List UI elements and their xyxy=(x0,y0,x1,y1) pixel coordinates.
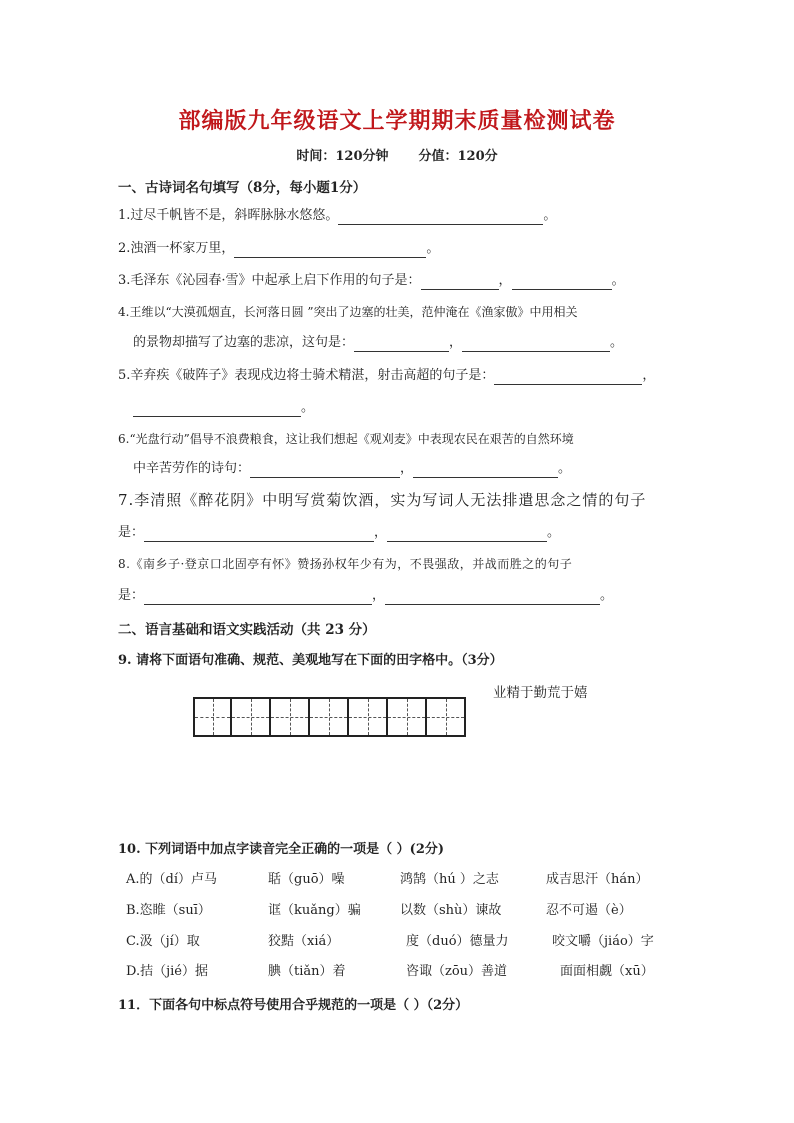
question-6-line-1: 6.“光盘行动”倡导不浪费粮食，这让我们想起《观刈麦》中表现农民在艰苦的自然环境 xyxy=(118,432,574,446)
option-a-2: 聒（guō）噪 xyxy=(268,872,345,887)
question-9-phrase: 业精于勤荒于嬉 xyxy=(493,685,588,701)
exam-meta xyxy=(0,145,794,164)
grid-cell[interactable] xyxy=(193,697,232,737)
grid-cell[interactable] xyxy=(349,697,388,737)
question-8-line-2: 是： ， 。 xyxy=(118,588,614,603)
question-5-line-1: 5.辛弃疾《破阵子》表现戍边将士骑术精湛，射击高超的句子是： ， xyxy=(118,368,656,383)
option-a-1: A.的（dí）卢马 xyxy=(126,872,218,887)
answer-blank[interactable] xyxy=(234,243,426,258)
option-d-3: 咨诹（zōu）善道 xyxy=(406,964,508,979)
option-a-4: 成吉思汗（hán） xyxy=(546,872,649,887)
option-d-2: 腆（tiǎn）着 xyxy=(268,964,346,979)
answer-blank[interactable] xyxy=(385,590,600,605)
grid-cell[interactable] xyxy=(427,697,466,737)
question-10: 10. 下列词语中加点字读音完全正确的一项是（ ）(2分) xyxy=(118,842,445,857)
option-c-4: 咬文嚼（jiáo）字 xyxy=(552,934,654,949)
question-5-line-2: 。 xyxy=(133,399,314,417)
tianzige-grid[interactable] xyxy=(193,697,466,737)
option-c-2: 狡黠（xiá） xyxy=(268,934,340,949)
grid-cell[interactable] xyxy=(388,697,427,737)
question-6-line-2: 中辛苦劳作的诗句： ， 。 xyxy=(133,461,572,476)
option-a-3: 鸿鹄（hú ）之志 xyxy=(400,872,499,887)
answer-blank[interactable] xyxy=(133,402,301,417)
option-b-1: B.恣睢（suī） xyxy=(126,903,211,918)
section-2-heading: 二、语言基础和语文实践活动（共 23 分） xyxy=(118,622,376,638)
question-3: 3.毛泽东《沁园春·雪》中起承上启下作用的句子是： ， 。 xyxy=(118,273,625,288)
question-2: 2.浊酒一杯家万里， 。 xyxy=(118,241,440,256)
answer-blank[interactable] xyxy=(462,337,610,352)
option-d-1: D.拮（jié）据 xyxy=(126,964,208,979)
question-4-line-1: 4.王维以“大漠孤烟直，长河落日圆 ”突出了边塞的壮美，范仲淹在《渔家傲》中用相关 xyxy=(118,305,578,319)
answer-blank[interactable] xyxy=(387,527,547,542)
option-c-1: C.汲（jí）取 xyxy=(126,934,200,949)
question-1: 1.过尽千帆皆不是，斜晖脉脉水悠悠。 。 xyxy=(118,208,557,223)
answer-blank[interactable] xyxy=(494,370,642,385)
question-4-line-2: 的景物却描写了边塞的悲凉，这句是： ， 。 xyxy=(133,335,624,350)
exam-title: 部编版九年级语文上学期期末质量检测试卷 xyxy=(178,108,616,134)
grid-cell[interactable] xyxy=(310,697,349,737)
answer-blank[interactable] xyxy=(512,275,612,290)
exam-score: 分值：120分 xyxy=(418,149,498,164)
option-b-2: 诓（kuǎng）骗 xyxy=(268,903,361,918)
answer-blank[interactable] xyxy=(421,275,499,290)
option-b-3: 以数（shù）谏故 xyxy=(400,903,502,918)
option-d-4: 面面相觑（xū） xyxy=(560,964,654,979)
answer-blank[interactable] xyxy=(250,463,400,478)
answer-blank[interactable] xyxy=(144,527,374,542)
grid-cell[interactable] xyxy=(271,697,310,737)
question-11: 11．下面各句中标点符号使用合乎规范的一项是（ ）（2分） xyxy=(118,998,469,1013)
answer-blank[interactable] xyxy=(413,463,558,478)
section-1-heading: 一、古诗词名句填写（8分，每小题1分） xyxy=(118,180,367,196)
question-7-line-2: 是： ， 。 xyxy=(118,525,561,540)
question-7-line-1: 7.李清照《醉花阴》中明写赏菊饮酒，实为写词人无法排遣思念之情的句子 xyxy=(118,491,647,509)
question-8-line-1: 8.《南乡子·登京口北固亭有怀》赞扬孙权年少有为，不畏强敌，并战而胜之的句子 xyxy=(118,557,573,571)
answer-blank[interactable] xyxy=(354,337,449,352)
option-c-3: 度（duó）德量力 xyxy=(406,934,509,949)
answer-blank[interactable] xyxy=(144,590,372,605)
question-9: 9. 请将下面语句准确、规范、美观地写在下面的田字格中。（3分） xyxy=(118,653,503,668)
exam-time: 时间：120分钟 xyxy=(296,149,389,164)
option-b-4: 忍不可遏（è） xyxy=(546,903,632,918)
answer-blank[interactable] xyxy=(338,210,543,225)
grid-cell[interactable] xyxy=(232,697,271,737)
